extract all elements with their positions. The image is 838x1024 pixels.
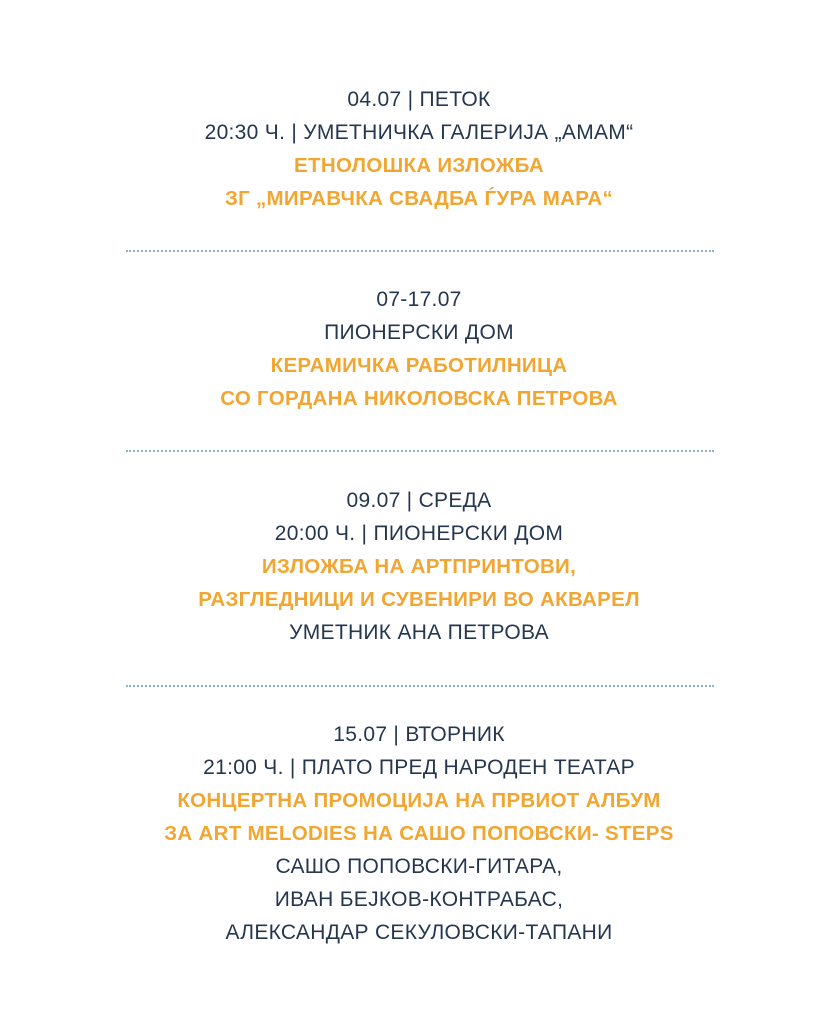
event-title-line: КОНЦЕРТНА ПРОМОЦИЈА НА ПРВИОТ АЛБУМ	[177, 789, 661, 812]
event-title-line: СО ГОРДАНА НИКОЛОВСКА ПЕТРОВА	[220, 387, 618, 410]
event-date: 04.07 | ПЕТОК	[347, 88, 491, 111]
event-1	[0, 83, 838, 215]
event-time-place: 20:00 Ч. | ПИОНЕРСКИ ДОМ	[274, 522, 564, 545]
event-title-line: КЕРАМИЧКА РАБОТИЛНИЦА	[270, 354, 568, 377]
event-title-line: ИЗЛОЖБА НА АРТПРИНТОВИ,	[261, 555, 577, 578]
event-credit: ИВАН БЕЈКОВ-КОНТРАБАС,	[274, 888, 564, 911]
event-credit: УМЕТНИК АНА ПЕТРОВА	[289, 621, 549, 644]
event-2	[0, 283, 838, 415]
event-3	[0, 484, 838, 649]
event-date: 07-17.07	[376, 288, 462, 311]
event-title-line: ЗА ART MELODIES НА САШО ПОПОВСКИ- STEPS	[164, 822, 674, 845]
event-credit: АЛЕКСАНДАР СЕКУЛОВСКИ-ТАПАНИ	[225, 921, 613, 944]
event-title-line: ЕТНОЛОШКА ИЗЛОЖБА	[294, 154, 544, 177]
event-4	[0, 718, 838, 949]
event-time-place: 20:30 Ч. | УМЕТНИЧКА ГАЛЕРИЈА „АМАМ“	[204, 121, 634, 144]
event-credit: САШО ПОПОВСКИ-ГИТАРА,	[275, 855, 563, 878]
event-title-line: ЗГ „МИРАВЧКА СВАДБА ЃУРА МАРА“	[224, 187, 614, 210]
event-time-place: 21:00 Ч. | ПЛАТО ПРЕД НАРОДЕН ТЕАТАР	[203, 756, 635, 779]
event-place: ПИОНЕРСКИ ДОМ	[324, 321, 514, 344]
event-date: 15.07 | ВТОРНИК	[333, 723, 505, 746]
event-title-line: РАЗГЛЕДНИЦИ И СУВЕНИРИ ВО АКВАРЕЛ	[198, 588, 640, 611]
event-date: 09.07 | СРЕДА	[346, 489, 492, 512]
dotted-divider	[126, 250, 714, 252]
dotted-divider	[126, 450, 714, 452]
dotted-divider	[126, 685, 714, 687]
